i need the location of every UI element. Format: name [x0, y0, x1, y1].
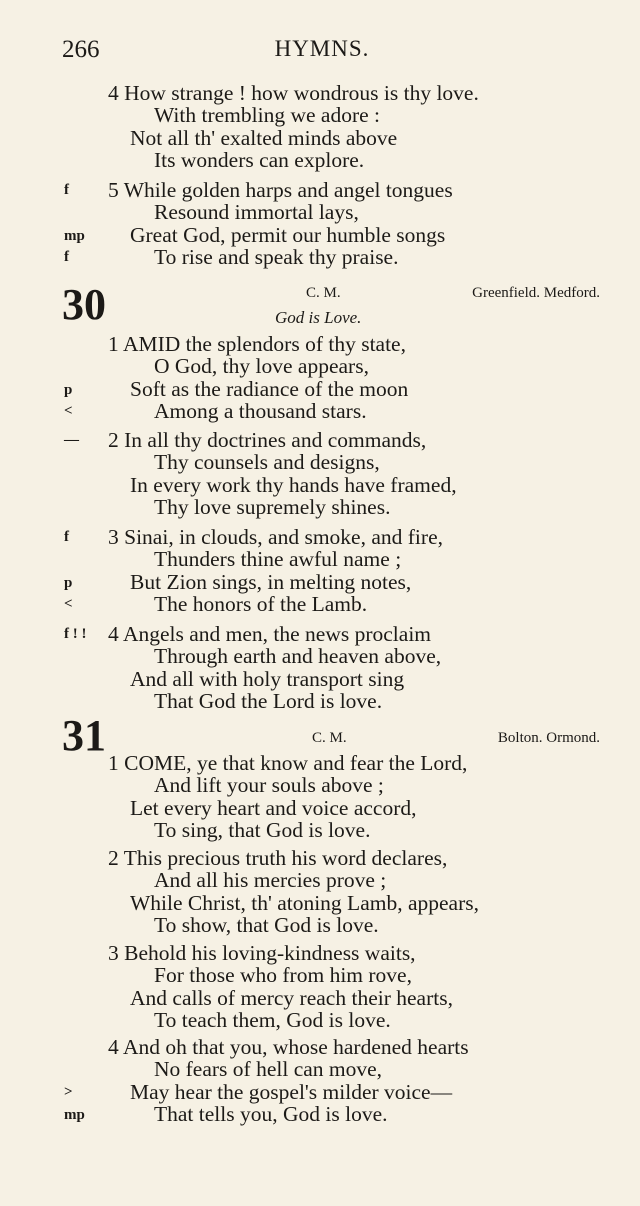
- dynamic-mark: f: [64, 529, 69, 545]
- hymn-subtitle: God is Love.: [275, 308, 362, 327]
- hymn-number: 30: [62, 280, 106, 329]
- verse-line: Through earth and heaven above,: [154, 644, 442, 668]
- running-title: HYMNS.: [274, 36, 370, 61]
- dynamic-mark: —: [64, 432, 79, 448]
- verse-line: Not all th' exalted minds above: [130, 126, 398, 150]
- verse-line: And lift your souls above ;: [154, 773, 384, 797]
- verse-line: O God, thy love appears,: [154, 354, 369, 378]
- verse-line: With trembling we adore :: [154, 103, 381, 127]
- verse-line: Thunders thine awful name ;: [154, 547, 402, 571]
- hymn-number: 31: [62, 711, 106, 760]
- verse-line: To show, that God is love.: [154, 913, 379, 937]
- verse-line: May hear the gospel's milder voice—: [130, 1080, 453, 1104]
- verse-line: To rise and speak thy praise.: [154, 245, 399, 269]
- verse-line: Thy counsels and designs,: [154, 450, 380, 474]
- verse-line: 1 COME, ye that know and fear the Lord,: [108, 751, 468, 775]
- verse-line: But Zion sings, in melting notes,: [130, 570, 412, 594]
- verse-line: Great God, permit our humble songs: [130, 223, 446, 247]
- verse-line: And all his mercies prove ;: [154, 868, 387, 892]
- hymn-meter: C. M.: [306, 285, 341, 301]
- dynamic-mark: <: [64, 403, 73, 419]
- verse-line: While Christ, th' atoning Lamb, appears,: [130, 891, 479, 915]
- dynamic-mark: >: [64, 1084, 73, 1100]
- dynamic-mark: mp: [64, 1107, 85, 1123]
- verse-line: That God the Lord is love.: [154, 689, 383, 713]
- verse-line: In every work thy hands have framed,: [130, 473, 457, 497]
- dynamic-mark: mp: [64, 228, 85, 244]
- verse-line: 2 This precious truth his word declares,: [108, 846, 448, 870]
- verse-line: The honors of the Lamb.: [154, 592, 368, 616]
- verse-line: To sing, that God is love.: [154, 818, 371, 842]
- verse-line: 1 AMID the splendors of thy state,: [108, 332, 406, 356]
- verse-line: 5 While golden harps and angel tongues: [108, 178, 453, 202]
- dynamic-mark: <: [64, 596, 73, 612]
- verse-line: 2 In all thy doctrines and commands,: [108, 428, 427, 452]
- verse-line: For those who from him rove,: [154, 963, 412, 987]
- verse-line: 3 Sinai, in clouds, and smoke, and fire,: [108, 525, 443, 549]
- dynamic-mark: f: [64, 182, 69, 198]
- verse-line: Resound immortal lays,: [154, 200, 359, 224]
- dynamic-mark: p: [64, 575, 73, 591]
- dynamic-mark: f ! !: [64, 626, 87, 642]
- verse-line: Thy love supremely shines.: [154, 495, 391, 519]
- verse-line: Soft as the radiance of the moon: [130, 377, 409, 401]
- verse-line: No fears of hell can move,: [154, 1057, 383, 1081]
- tune-names: Greenfield. Medford.: [472, 285, 600, 301]
- verse-line: 4 And oh that you, whose hardened hearts: [108, 1035, 469, 1059]
- verse-line: And calls of mercy reach their hearts,: [130, 986, 453, 1010]
- page-number: 266: [62, 36, 100, 63]
- verse-line: And all with holy transport sing: [130, 667, 405, 691]
- verse-line: Let every heart and voice accord,: [130, 796, 417, 820]
- verse-line: To teach them, God is love.: [154, 1008, 391, 1032]
- tune-names: Bolton. Ormond.: [497, 730, 600, 746]
- verse-line: 4 Angels and men, the news proclaim: [108, 622, 432, 646]
- hymn-meter: C. M.: [312, 730, 347, 746]
- verse-line: Among a thousand stars.: [154, 399, 367, 423]
- dynamic-mark: f: [64, 249, 69, 265]
- verse-line: 4 How strange ! how wondrous is thy love.: [108, 81, 479, 105]
- dynamic-mark: p: [64, 382, 73, 398]
- verse-line: Its wonders can explore.: [154, 148, 365, 172]
- verse-line: That tells you, God is love.: [154, 1102, 388, 1126]
- verse-line: 3 Behold his loving-kindness waits,: [108, 941, 416, 965]
- page-header: [62, 36, 582, 66]
